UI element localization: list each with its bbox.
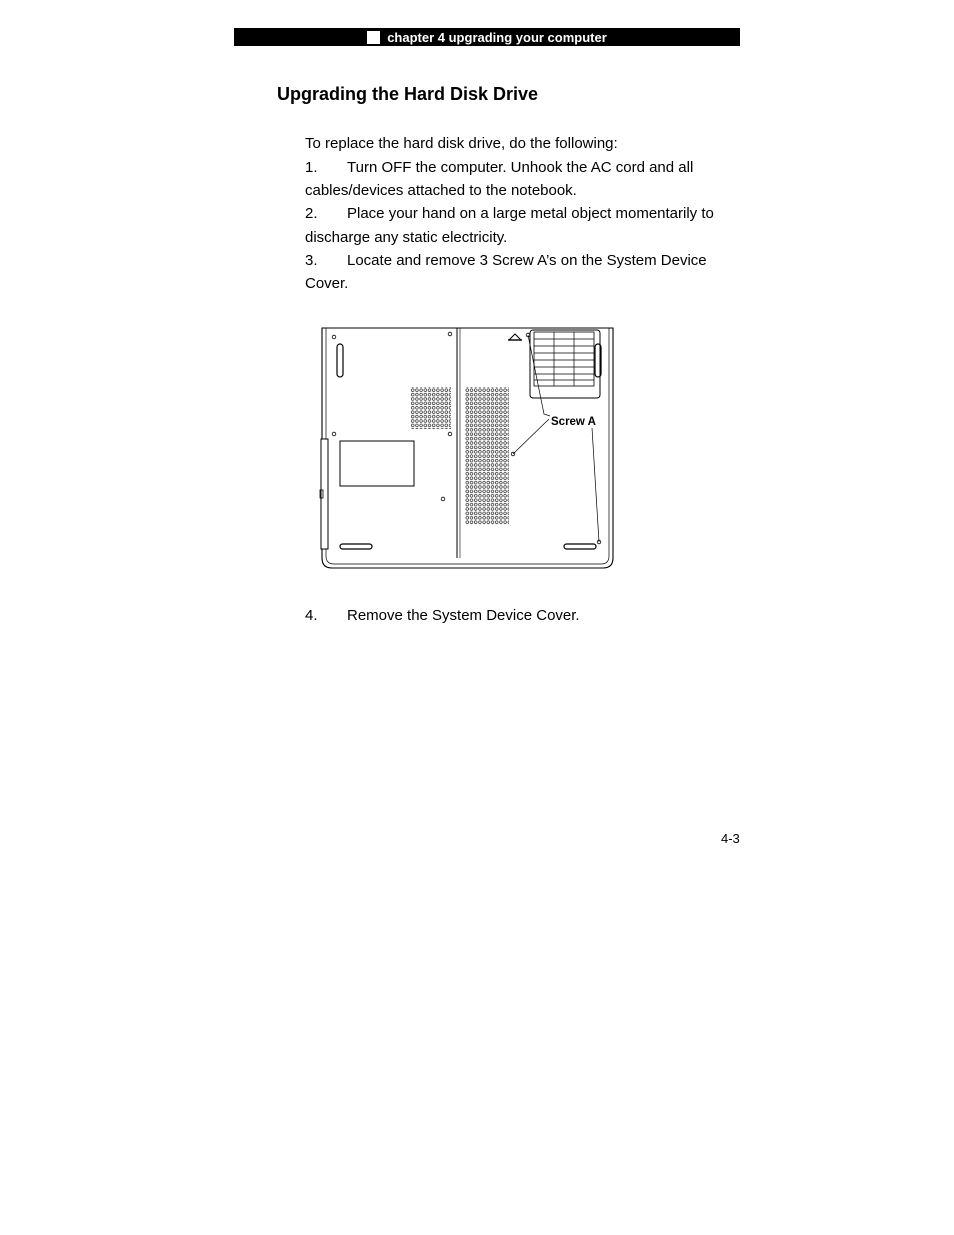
step-4-line-1	[305, 607, 580, 624]
notebook-bottom-diagram	[314, 322, 624, 574]
step-2-line-1	[305, 205, 714, 222]
step-1-number: 1.	[305, 159, 318, 176]
intro-text: To replace the hard disk drive, do the following:	[305, 135, 618, 152]
page-number: 4-3	[721, 831, 740, 846]
step-3-text: Locate and remove 3 Screw A’s on the System Device	[347, 252, 707, 269]
step-2-number: 2.	[305, 205, 318, 222]
step-1-text: Turn OFF the computer. Unhook the AC cord and all	[347, 159, 694, 176]
chapter-header	[234, 28, 740, 46]
step-4-number: 4.	[305, 607, 318, 624]
chapter-header-text: chapter 4 upgrading your computer	[387, 29, 607, 45]
step-1-line-1	[305, 159, 693, 176]
section-title: Upgrading the Hard Disk Drive	[277, 84, 539, 104]
header-square-icon	[367, 31, 380, 44]
step-3-number: 3.	[305, 252, 318, 269]
step-2-text: Place your hand on a large metal object momentarily to	[347, 205, 714, 222]
step-1-line-2: cables/devices attached to the notebook.	[305, 182, 577, 199]
step-2-line-2: discharge any static electricity.	[305, 229, 508, 246]
step-3-line-1	[305, 252, 707, 269]
step-4-text: Remove the System Device Cover.	[347, 607, 580, 624]
screw-a-label: Screw A	[551, 416, 596, 428]
step-3-line-2: Cover.	[305, 275, 349, 292]
